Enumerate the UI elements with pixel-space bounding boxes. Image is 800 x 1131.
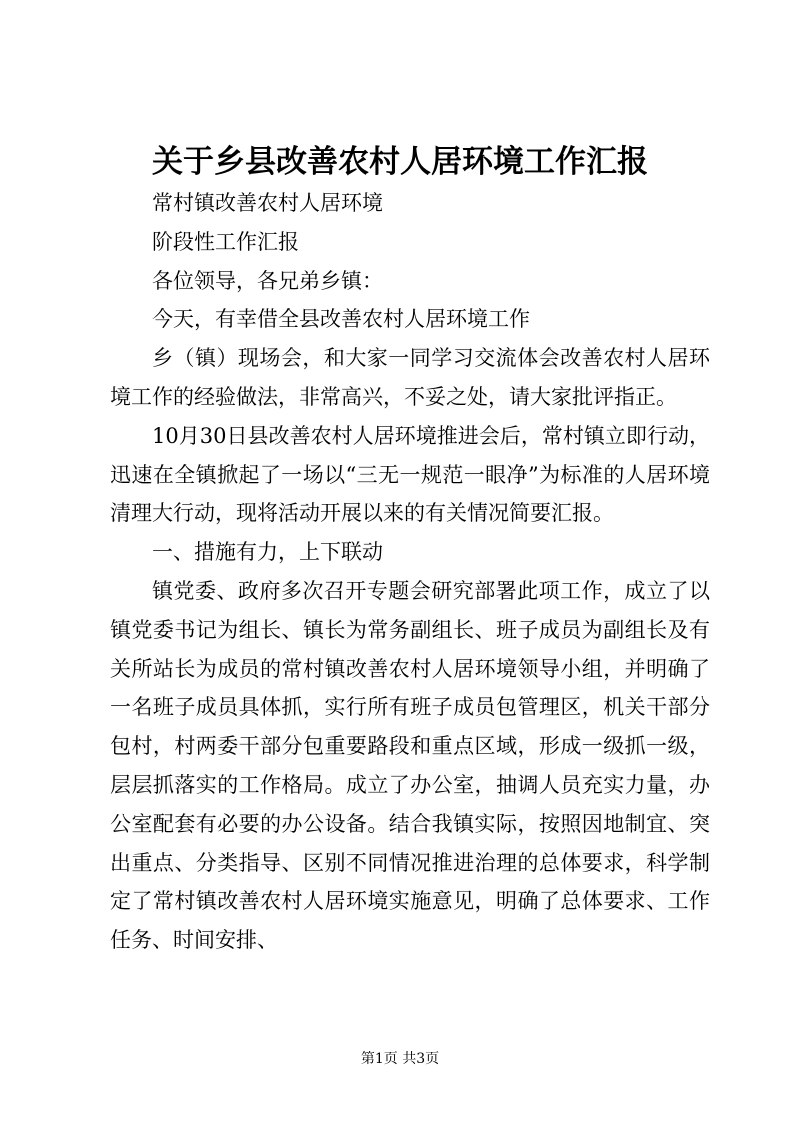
paragraph-4: 今天，有幸借全县改善农村人居环境工作 [152, 307, 530, 332]
paragraph-1: 常村镇改善农村人居环境 [152, 191, 383, 215]
section-heading-1: 一、措施有力，上下联动 [152, 540, 383, 565]
paragraph-2: 阶段性工作汇报 [152, 229, 299, 254]
paragraph-5: 乡（镇）现场会，和大家一同学习交流体会改善农村人居环境工作的经验做法，非常高兴，不妥之处，请大家批评指正。 [110, 346, 710, 409]
page-footer: 第1页 共3页 [360, 1051, 440, 1067]
paragraph-6: 10月30日县改善农村人居环境推进会后，常村镇立即行动，迅速在全镇掀起了一场以“三无一规范一眼净”为标准的人居环境清理大行动，现将活动开展以来的有关情况简要汇报。 [110, 423, 710, 526]
document-title: 关于乡县改善农村人居环境工作汇报 [152, 144, 648, 180]
paragraph-8: 镇党委、政府多次召开专题会研究部署此项工作，成立了以镇党委书记为组长、镇长为常务副组长、班子成员为副组长及有关所站长为成员的常村镇改善农村人居环境领导小组，并明确了一名班子成员具体抓，实行所有班子成员包管理区，机关干部分包村，村两委干部分包重要路段和重点区域，形成一级抓一级，层层抓落实的工作格局。成立了办公室，抽调人员充实力量，办公室配套有必要的办公设备。结合我镇实际，按照因地制宜、突出重点、分类指导、区别不同情况推进治理的总体要求，科学制定了常村镇改善农村人居环境实施意见，明确了总体要求、工作任务、时间安排、 [110, 578, 710, 953]
document-body [110, 184, 710, 960]
paragraph-3: 各位领导，各兄弟乡镇： [152, 268, 383, 293]
